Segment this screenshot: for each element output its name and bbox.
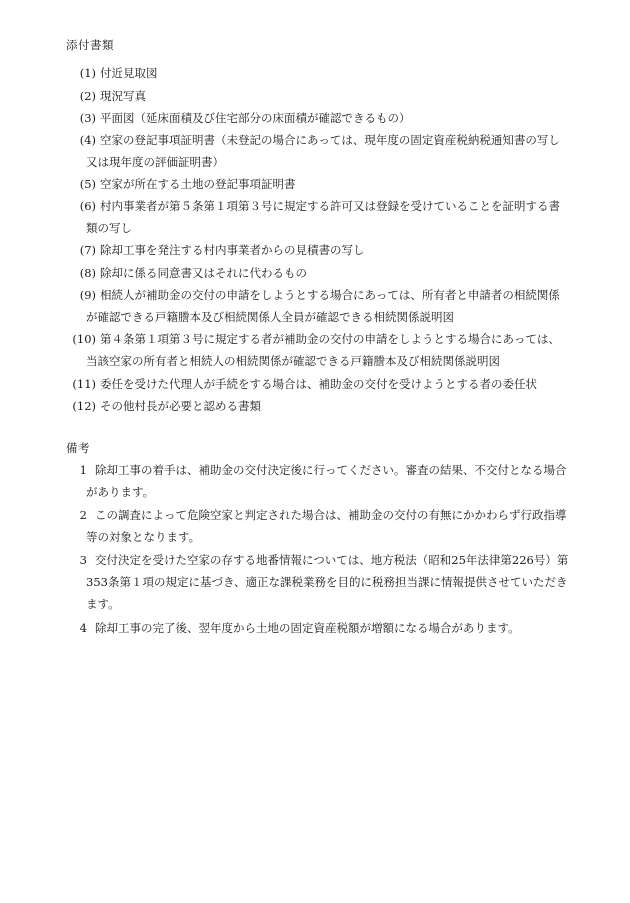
- attachments-item: [0, 195, 630, 239]
- attachments-item-text: 現況写真: [100, 89, 146, 103]
- attachments-item: [0, 239, 630, 261]
- attachments-item-text: 委任を受けた代理人が手続をする場合は、補助金の交付を受けようとする者の委任状: [100, 377, 537, 391]
- attachments-item-text: が確認できる戸籍謄本及び相続関係人全員が確認できる相続関係説明図: [86, 310, 454, 324]
- attachments-item: [0, 85, 630, 107]
- attachments-item-number: (10): [72, 332, 96, 346]
- attachments-item-number: (6): [79, 199, 96, 213]
- attachments-item: [0, 62, 630, 84]
- attachments-item-text: 除却に係る同意書又はそれに代わるもの: [100, 266, 307, 280]
- attachments-heading: 添付書類: [66, 38, 114, 52]
- remarks-item: [0, 459, 630, 503]
- attachments-item-number: (5): [79, 177, 96, 191]
- attachments-item-number: (9): [79, 288, 96, 302]
- attachments-item-text: 又は現年度の評価証明書）: [86, 155, 224, 169]
- attachments-item-text: 付近見取図: [100, 66, 158, 80]
- attachments-item: [0, 262, 630, 284]
- attachments-item-text: 空家が所在する土地の登記事項証明書: [100, 177, 296, 191]
- attachments-item-number: (1): [79, 66, 96, 80]
- attachments-item-number: (3): [79, 111, 96, 125]
- remarks-item-text: 除却工事の完了後、翌年度から土地の固定資産税額が増額になる場合があります。: [95, 621, 520, 635]
- remarks-item-number: 3: [79, 553, 87, 567]
- remarks-item-text: ます。: [86, 597, 120, 611]
- remarks-item: [0, 504, 630, 548]
- remarks-item-text: 除却工事の着手は、補助金の交付決定後に行ってください。審査の結果、不交付となる場合: [95, 463, 567, 477]
- attachments-item-text: 相続人が補助金の交付の申請をしようとする場合にあっては、所有者と申請者の相続関係: [100, 288, 560, 302]
- attachments-item: [0, 107, 630, 129]
- remarks-item-text: この調査によって危険空家と判定された場合は、補助金の交付の有無にかかわらず行政指導: [95, 508, 567, 522]
- attachments-item-number: (7): [79, 243, 96, 257]
- attachments-item-number: (11): [72, 377, 96, 391]
- attachments-item-text: 当該空家の所有者と相続人の相続関係が確認できる戸籍謄本及び相続関係説明図: [86, 354, 500, 368]
- remarks-item-text: があります。: [86, 485, 155, 499]
- remarks-item: [0, 617, 630, 639]
- attachments-item-text: 村内事業者が第５条第１項第３号に規定する許可又は登録を受けていることを証明する書: [100, 199, 560, 213]
- attachments-item: [0, 328, 630, 372]
- remarks-item-text: 等の対象となります。: [86, 530, 201, 544]
- remarks-item-text: 353条第１項の規定に基づき、適正な課税業務を目的に税務担当課に情報提供させていただき: [86, 575, 568, 589]
- attachments-item-text: 第４条第１項第３号に規定する者が補助金の交付の申請をしようとする場合にあっては、: [100, 332, 560, 346]
- remarks-item: [0, 549, 630, 615]
- attachments-item-number: (4): [79, 133, 96, 147]
- attachments-item-text: 類の写し: [86, 221, 132, 235]
- attachments-item-number: (8): [79, 266, 96, 280]
- attachments-item-number: (12): [72, 399, 96, 413]
- attachments-item-text: その他村長が必要と認める書類: [100, 399, 261, 413]
- attachments-item-number: (2): [79, 89, 96, 103]
- remarks-item-number: 1: [79, 463, 87, 477]
- remarks-item-number: 4: [79, 621, 87, 635]
- attachments-item: [0, 395, 630, 417]
- remarks-heading: 備考: [66, 441, 90, 455]
- remarks-item-text: 交付決定を受けた空家の存する地番情報については、地方税法（昭和25年法律第226号）第: [95, 553, 569, 567]
- attachments-item-text: 平面図（延床面積及び住宅部分の床面積が確認できるもの）: [100, 111, 411, 125]
- remarks-item-number: 2: [79, 508, 87, 522]
- attachments-item: [0, 173, 630, 195]
- attachments-item: [0, 284, 630, 328]
- attachments-item-text: 除却工事を発注する村内事業者からの見積書の写し: [100, 243, 365, 257]
- attachments-item-text: 空家の登記事項証明書（未登記の場合にあっては、現年度の固定資産税納税通知書の写し: [100, 133, 560, 147]
- attachments-item: [0, 129, 630, 173]
- attachments-item: [0, 373, 630, 395]
